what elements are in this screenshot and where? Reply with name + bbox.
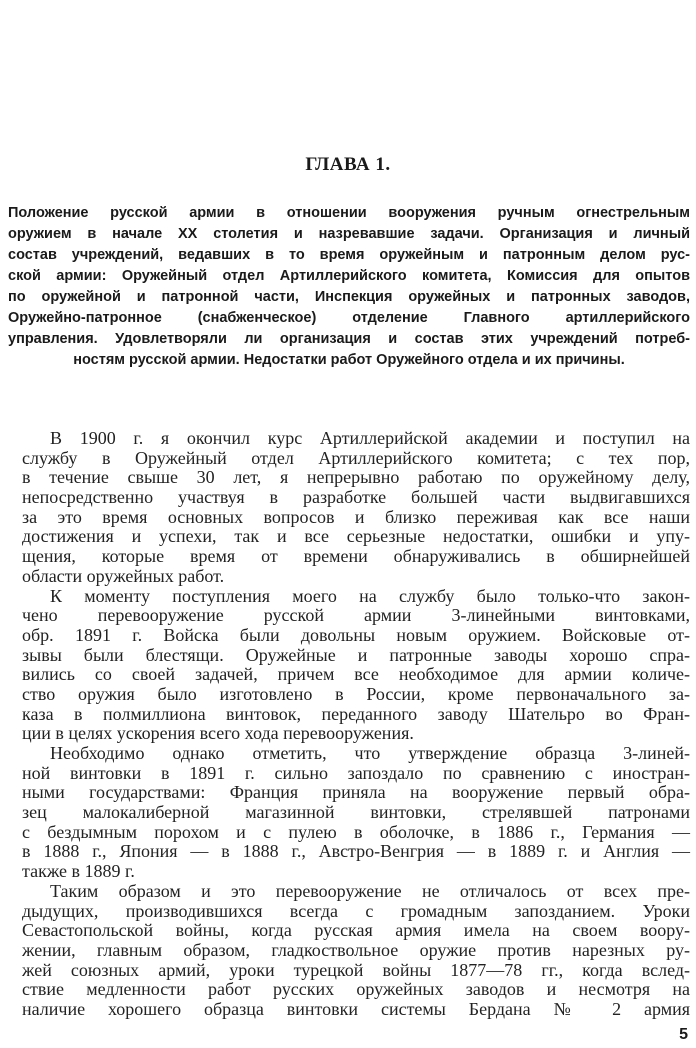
page-number: 5 <box>679 1026 688 1043</box>
text-line: каза в полмиллиона винтовок, переданного заводу Шательро во Фран- <box>22 703 690 724</box>
summary-line: Оружейно-патронное (снабженческое) отделение Главного артиллерийского <box>8 310 690 326</box>
text-line: с бездымным порохом и с пулею в оболочке, в 1886 г., Германия — <box>22 821 690 842</box>
summary-line: по оружейной и патронной части, Инспекция оружейных и патронных заводов, <box>8 289 690 305</box>
summary-line: Положение русской армии в отношении вооружения ручным огнестрельным <box>8 205 690 221</box>
text-line: зывы были блестящи. Оружейные и патронные заводы хорошо спра- <box>22 644 690 665</box>
text-line: Таким образом и это перевооружение не отличалось от всех пре- <box>50 880 690 901</box>
text-line: службу в Оружейный отдел Артиллерийского комитета; с тех пор, <box>22 447 690 468</box>
summary-line: состав учреждений, ведавших в то время оружейным и патронным делом рус- <box>8 247 690 263</box>
text-line: достижения и успехи, так и все серьезные недостатки, ошибки и упу- <box>22 526 690 547</box>
text-line: области оружейных работ. <box>22 565 225 586</box>
paragraph <box>22 587 690 745</box>
text-line: щения, которые время от времени обнаруживались в обширнейшей <box>22 546 690 567</box>
text-line: Необходимо однако отметить, что утверждение образца 3-линей- <box>50 743 690 763</box>
text-line: ство оружия было изготовлено в России, кроме первоначального за- <box>22 683 690 704</box>
text-line: вились со своей задачей, причем все необходимое для армии количе- <box>22 664 690 685</box>
summary-line: управления. Удовлетворяли ли организация и состав этих учреждений потреб- <box>8 331 690 347</box>
summary-line: оружием в начале XX столетия и назревавшие задачи. Организация и личный <box>8 226 690 242</box>
summary-line: ностям русской армии. Недостатки работ Оружейного отдела и их причины. <box>73 352 625 368</box>
text-line: ции в целях ускорения всего хода перевооружения. <box>22 723 414 744</box>
text-line: К моменту поступления моего на службу было только-что закон- <box>50 585 690 606</box>
text-line: дыдущих, производившихся всегда с громадным запозданием. Уроки <box>22 900 690 921</box>
text-line: жении, главным образом, гладкоствольное оружие против нарезных ру- <box>22 939 690 960</box>
chapter-title: ГЛАВА 1. <box>305 154 391 175</box>
text-line: ствие медленности работ русских оружейных заводов и несмотря на <box>22 979 690 1000</box>
text-line: обр. 1891 г. Войска были довольны новым оружием. Войсковые от- <box>22 624 690 645</box>
text-line: непосредственно участвуя в разработке большей части выдвигавшихся <box>22 487 690 508</box>
text-line: В 1900 г. я окончил курс Артиллерийской академии и поступил на <box>50 428 690 448</box>
text-line: ными государствами: Франция приняла на вооружение первый обра- <box>22 782 690 803</box>
text-line: также в 1889 г. <box>22 861 135 882</box>
text-line: наличие хорошего образца винтовки системы Бердана № 2 армия <box>22 998 690 1019</box>
text-line: Севастопольской войны, когда русская армия имела на своем воору- <box>22 920 690 941</box>
paragraph <box>22 882 690 1020</box>
body-text <box>22 429 690 1020</box>
text-line: за это время основных вопросов и близко переживая как все наши <box>22 506 690 527</box>
text-line: в течение свыше 30 лет, я непрерывно работаю по оружейному делу, <box>22 467 690 488</box>
paragraph <box>22 744 690 882</box>
text-line: жей союзных армий, уроки турецкой войны 1877—78 гг., когда вслед- <box>22 959 690 980</box>
summary-line: ской армии: Оружейный отдел Артиллерийского комитета, Комиссия для опытов <box>8 268 690 284</box>
text-line: ной винтовки в 1891 г. сильно запоздало по сравнению с иностран- <box>22 762 690 783</box>
chapter-summary <box>8 203 690 371</box>
text-line: чено перевооружение русской армии 3-линейными винтовками, <box>22 605 690 626</box>
text-line: в 1888 г., Япония — в 1888 г., Австро-Венгрия — в 1889 г. и Англия — <box>22 841 690 862</box>
paragraph <box>22 429 690 587</box>
text-line: зец малокалиберной магазинной винтовки, стрелявшей патронами <box>22 802 690 823</box>
